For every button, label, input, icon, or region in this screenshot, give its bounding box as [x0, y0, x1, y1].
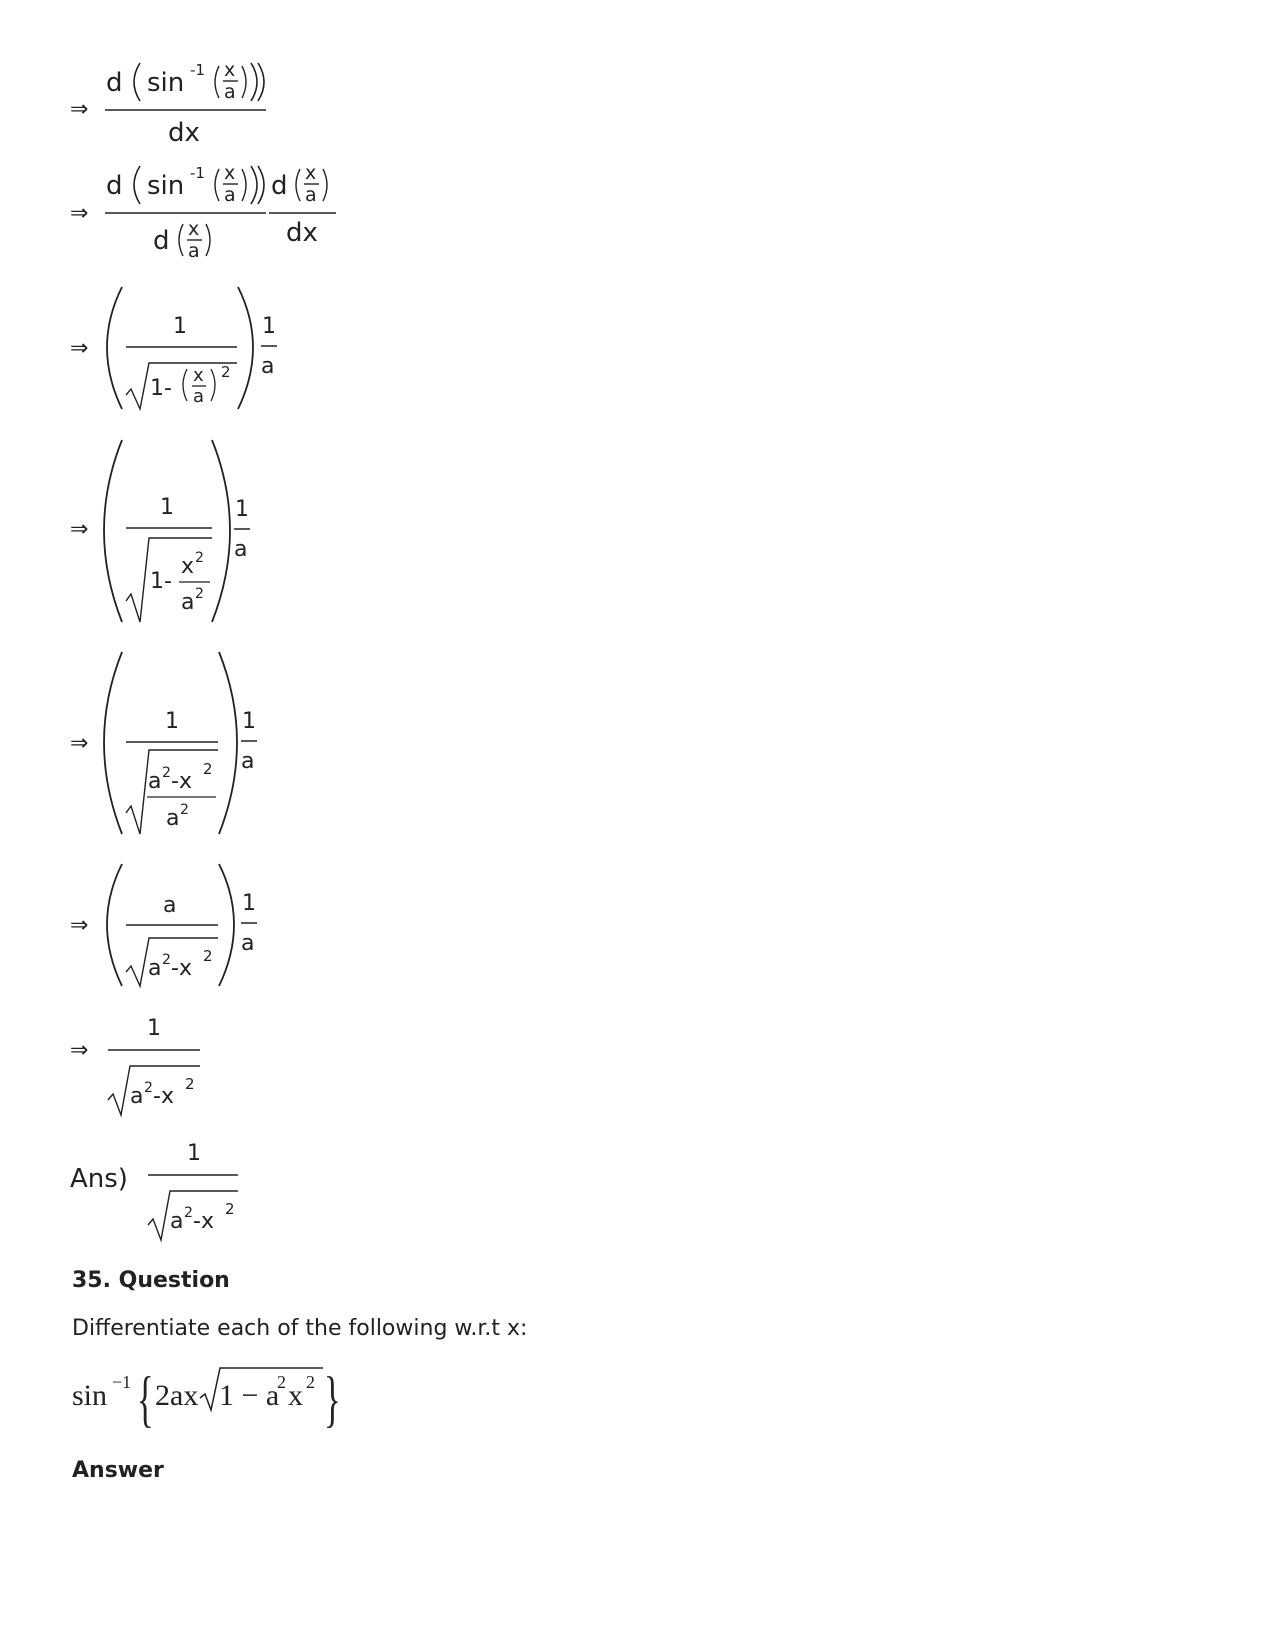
numerator-x: x: [181, 554, 195, 579]
big-paren-right: [212, 440, 230, 622]
minus-x: -x: [193, 1209, 214, 1234]
minus-x: -x: [153, 1084, 174, 1109]
paren-right: [242, 66, 246, 98]
denominator-a: a: [188, 240, 200, 262]
exponent-two: 2: [195, 550, 204, 566]
step-3: [0, 283, 400, 418]
implies-arrow: ⇒: [70, 336, 89, 361]
numerator-a: a: [163, 893, 177, 918]
step-1: [0, 55, 400, 150]
one-minus-a: 1 − a: [219, 1379, 280, 1412]
exponent-two: 2: [203, 947, 213, 965]
step-2: [0, 158, 420, 268]
numerator-one: 1: [262, 314, 276, 339]
denominator-a: a: [166, 806, 180, 831]
big-paren-left: [104, 440, 122, 622]
denominator-a: a: [224, 81, 236, 103]
sin-function: sin: [147, 68, 185, 98]
x-variable: x: [288, 1379, 303, 1412]
step-7: [0, 1010, 400, 1120]
numerator-one: 1: [160, 495, 174, 520]
implies-arrow: ⇒: [70, 1038, 89, 1063]
numerator-one: 1: [242, 709, 256, 734]
big-paren-right: [238, 287, 253, 409]
big-paren-left: [107, 864, 122, 986]
sin-function: sin: [147, 171, 185, 201]
numerator-one: 1: [242, 891, 256, 916]
numerator-one: 1: [235, 497, 249, 522]
step-6: [0, 860, 400, 995]
exponent-two: 2: [225, 1200, 235, 1218]
paren-right: [258, 63, 264, 101]
brace-right: }: [323, 1364, 341, 1434]
big-paren-left: [104, 652, 122, 834]
denominator-a: a: [234, 537, 248, 562]
numerator-x: x: [224, 59, 236, 81]
numerator-x: x: [224, 162, 236, 184]
a-squared-base: a: [130, 1084, 144, 1109]
exponent-two: 2: [203, 760, 213, 778]
answer-title: Answer: [72, 1458, 164, 1483]
two-ax: 2ax: [155, 1379, 199, 1412]
exponent-two: 2: [185, 1075, 195, 1093]
d-operator: d: [271, 171, 288, 201]
exponent-two: 2: [306, 1372, 315, 1392]
inverse-exponent: −1: [112, 1372, 132, 1392]
one-minus: 1-: [150, 376, 172, 401]
brace-left: {: [137, 1364, 154, 1434]
inverse-exponent: -1: [190, 164, 205, 182]
exponent-two: 2: [184, 1205, 193, 1221]
implies-arrow: ⇒: [70, 913, 89, 938]
denominator-a: a: [241, 931, 255, 956]
paren-left: [215, 66, 219, 98]
ans-label: Ans): [70, 1164, 128, 1194]
implies-arrow: ⇒: [70, 201, 89, 226]
d-operator: d: [106, 68, 123, 98]
one-minus: 1-: [150, 569, 172, 594]
dx-denominator: dx: [286, 218, 318, 248]
implies-arrow: ⇒: [70, 97, 89, 122]
denominator-a: a: [241, 749, 255, 774]
numerator-one: 1: [165, 709, 179, 734]
implies-arrow: ⇒: [70, 731, 89, 756]
numerator-one: 1: [187, 1141, 201, 1166]
numerator-x: x: [193, 365, 204, 386]
numerator-x: x: [305, 162, 317, 184]
inverse-exponent: -1: [190, 61, 205, 79]
a-squared-base: a: [148, 769, 162, 794]
denominator-a: a: [181, 590, 195, 615]
numerator-x: x: [188, 218, 200, 240]
exponent-two: 2: [195, 586, 204, 602]
big-paren-right: [219, 864, 234, 986]
sin-function: sin: [72, 1379, 108, 1412]
numerator-one: 1: [147, 1016, 161, 1041]
exponent-two: 2: [162, 765, 171, 781]
numerator-one: 1: [173, 314, 187, 339]
minus-x: -x: [171, 956, 192, 981]
step-4: [0, 436, 400, 631]
question-text: Differentiate each of the following w.r.t x:: [72, 1316, 528, 1341]
exponent-two: 2: [277, 1372, 286, 1392]
denominator-a: a: [193, 386, 205, 407]
ans-line: [0, 1135, 400, 1245]
d-operator: d: [106, 171, 123, 201]
exponent-two: 2: [221, 363, 231, 381]
question-title: 35. Question: [72, 1268, 230, 1293]
exponent-two: 2: [162, 952, 171, 968]
dx-denominator: dx: [168, 118, 200, 148]
big-paren-right: [219, 652, 237, 834]
question-expression: [0, 1360, 420, 1445]
a-squared-base: a: [148, 956, 162, 981]
implies-arrow: ⇒: [70, 517, 89, 542]
d-operator: d: [153, 226, 170, 256]
denominator-a: a: [305, 184, 317, 206]
big-paren-left: [107, 287, 122, 409]
denominator-a: a: [224, 184, 236, 206]
step-5: [0, 648, 400, 843]
paren-right: [251, 63, 257, 101]
paren-left: [134, 63, 140, 101]
denominator-a: a: [261, 354, 275, 379]
a-squared-base: a: [170, 1209, 184, 1234]
minus-x: -x: [171, 769, 192, 794]
exponent-two: 2: [144, 1080, 153, 1096]
exponent-two: 2: [180, 802, 189, 818]
